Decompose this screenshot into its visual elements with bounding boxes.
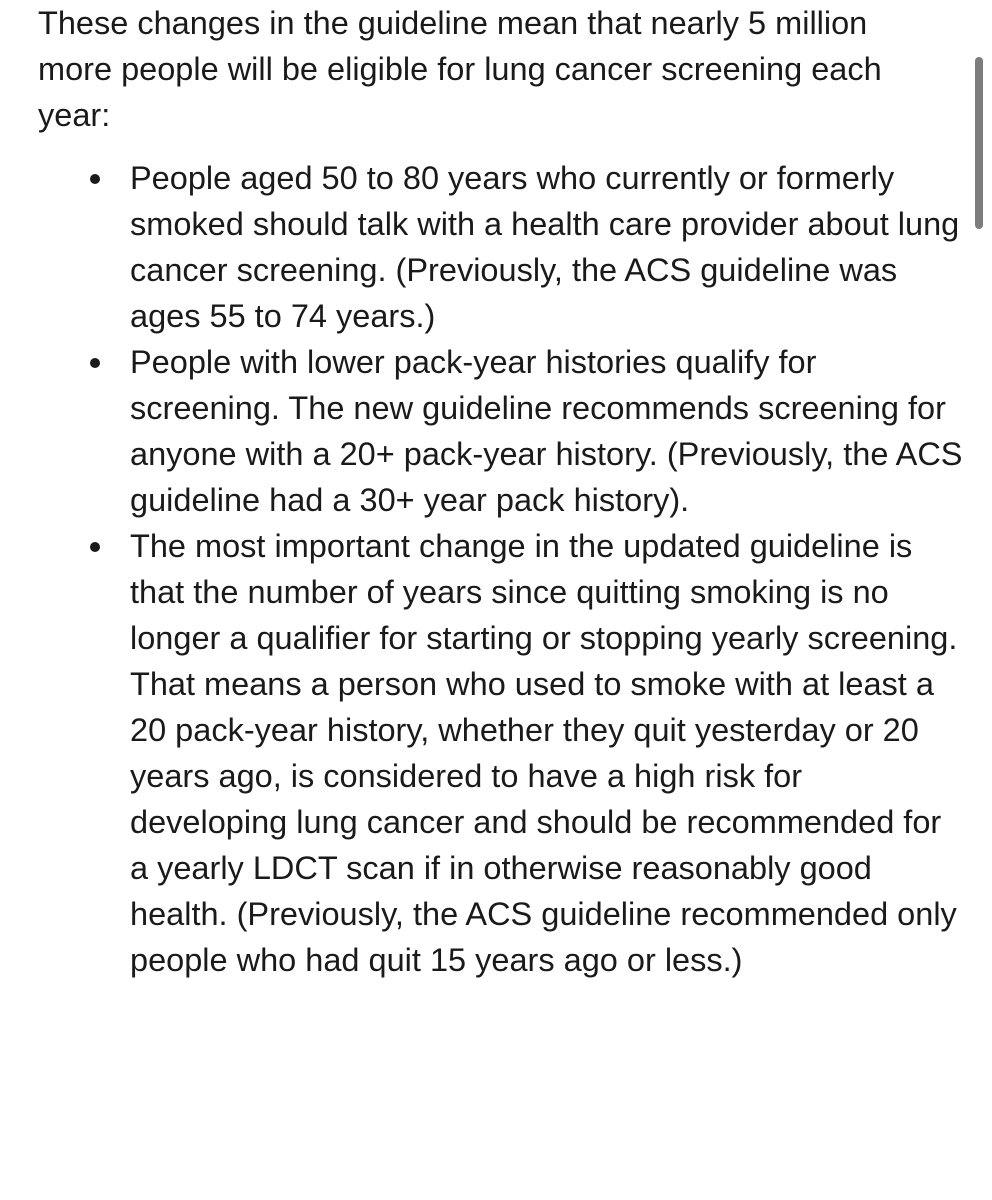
guideline-changes-list bbox=[38, 155, 968, 983]
list-item-text: People aged 50 to 80 years who currently or formerly smoked should talk with a health care provider about lung cancer screening. (Previously, the ACS guideline was ages 55 to 74 years.) bbox=[130, 160, 960, 334]
vertical-scrollbar[interactable] bbox=[968, 0, 992, 1200]
article-content bbox=[38, 0, 968, 978]
bullet-icon bbox=[90, 542, 100, 552]
list-item bbox=[38, 339, 968, 523]
scrollbar-thumb[interactable] bbox=[975, 57, 983, 229]
list-item bbox=[38, 523, 968, 983]
list-item-text: The most important change in the updated guideline is that the number of years since quitting smoking is no longer a qualifier for starting or stopping yearly screening. That means a person who used to smoke with at least a 20 pack-year history, whether they quit yesterday or 20 years ago, is considered to have a high risk for developing lung cancer and should be recommended for a yearly LDCT scan if in otherwise reasonably good health. (Previously, the ACS guideline recommended only people who had quit 15 years ago or less.) bbox=[130, 528, 958, 978]
bullet-icon bbox=[90, 174, 100, 184]
list-item bbox=[38, 155, 968, 339]
bullet-icon bbox=[90, 358, 100, 368]
intro-paragraph: These changes in the guideline mean that nearly 5 million more people will be eligible for lung cancer screening each year: bbox=[38, 5, 882, 133]
list-item-text: People with lower pack-year histories qualify for screening. The new guideline recommends screening for anyone with a 20+ pack-year history. (Previously, the ACS guideline had a 30+ year pack history). bbox=[130, 344, 963, 518]
